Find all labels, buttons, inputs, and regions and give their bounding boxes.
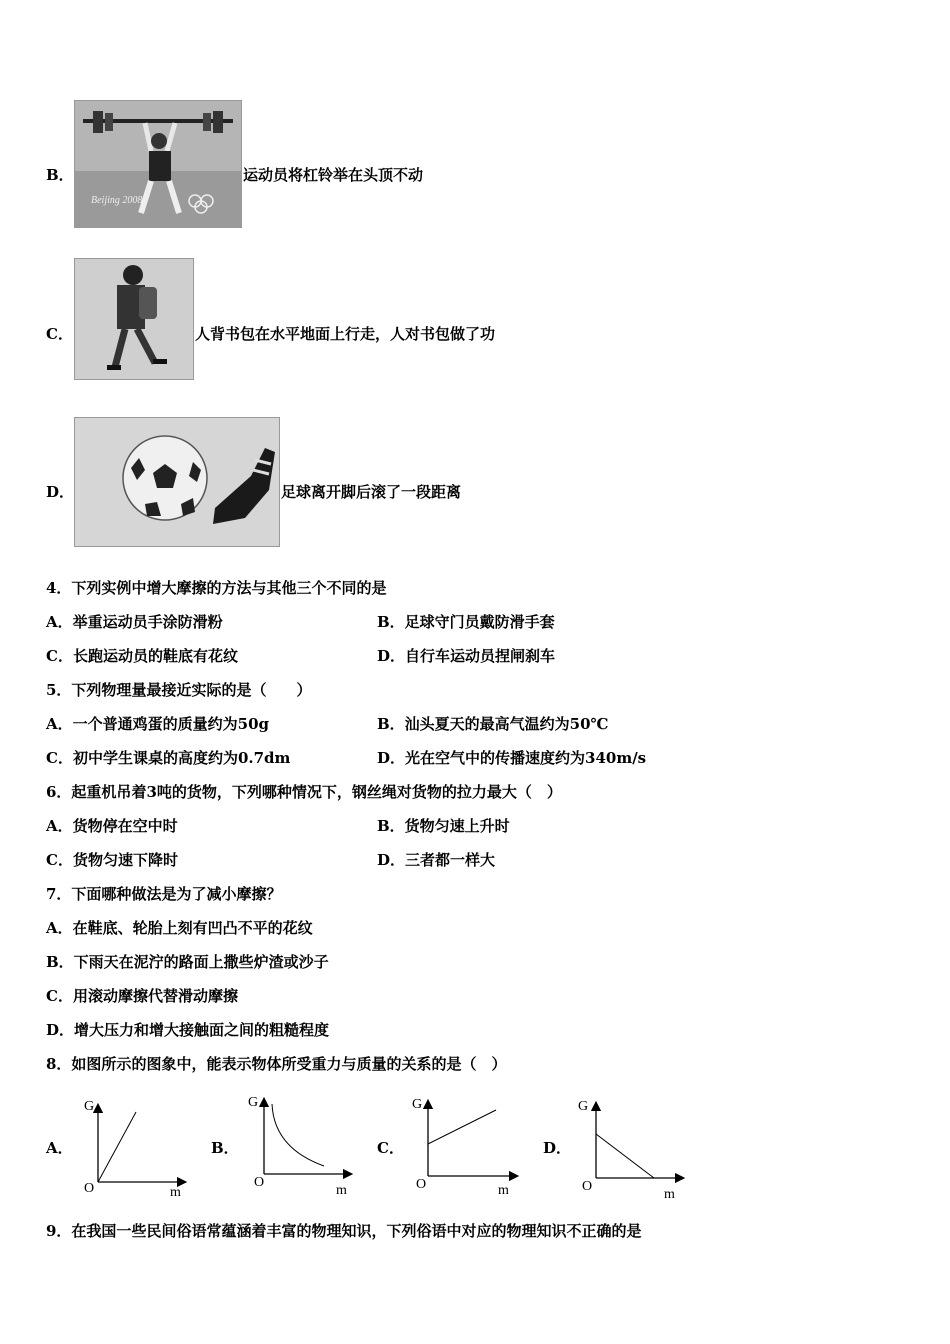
graph-b [244, 1090, 356, 1198]
graph-line [428, 1110, 496, 1144]
graph-b-letter: B． [211, 1139, 239, 1157]
graph-c-letter: C． [377, 1139, 404, 1157]
weightlifter-photo [74, 100, 242, 228]
student-backpack-photo [74, 258, 194, 380]
x-label: m [170, 1185, 181, 1200]
question-6-option-c: C．货物匀速下降时 [46, 851, 178, 869]
graph-line [98, 1112, 136, 1182]
question-9-stem: 9．在我国一些民间俗语常蕴涵着丰富的物理知识，下列俗语中对应的物理知识不正确的是 [46, 1222, 642, 1240]
question-5-option-d: D．光在空气中的传播速度约为340m/s [377, 749, 647, 767]
origin-label: O [254, 1175, 265, 1190]
question-6-option-d: D．三者都一样大 [377, 851, 496, 869]
question-4-option-d: D．自行车运动员捏闸刹车 [377, 647, 556, 665]
question-7-option-b: B．下雨天在泥泞的路面上撒些炉渣或沙子 [46, 953, 329, 971]
origin-label: O [582, 1179, 593, 1194]
x-label: m [498, 1183, 509, 1198]
question-6-option-b: B．货物匀速上升时 [377, 817, 510, 835]
soccer-ball-photo [74, 417, 280, 547]
question-7-option-d: D．增大压力和增大接触面之间的粗糙程度 [46, 1021, 330, 1039]
graph-c [408, 1092, 520, 1200]
x-label: m [336, 1183, 347, 1198]
graph-d [574, 1094, 686, 1202]
question-4-option-a: A．举重运动员手涂防滑粉 [46, 613, 223, 631]
question-7-option-a: A．在鞋底、轮胎上刻有凹凸不平的花纹 [46, 919, 313, 937]
graph-curve [272, 1104, 324, 1166]
origin-label: O [84, 1181, 95, 1196]
origin-label: O [416, 1177, 427, 1192]
question-7-option-c: C．用滚动摩擦代替滑动摩擦 [46, 987, 238, 1005]
question-6-stem: 6．起重机吊着3吨的货物，下列哪种情况下，钢丝绳对货物的拉力最大（ ） [46, 783, 562, 801]
option-d-letter: D． [46, 483, 75, 501]
question-5-option-b: B．汕头夏天的最高气温约为50℃ [377, 715, 609, 733]
graph-line [596, 1134, 654, 1178]
question-5-option-c: C．初中学生课桌的高度约为0.7dm [46, 749, 291, 767]
weightlifter-illustration [75, 101, 241, 227]
question-4-stem: 4．下列实例中增大摩擦的方法与其他三个不同的是 [46, 579, 387, 597]
question-4-option-b: B．足球守门员戴防滑手套 [377, 613, 555, 631]
graph-a-letter: A． [46, 1139, 73, 1157]
question-8-stem: 8．如图所示的图象中，能表示物体所受重力与质量的关系的是（ ） [46, 1055, 507, 1073]
question-4-option-c: C．长跑运动员的鞋底有花纹 [46, 647, 238, 665]
option-c-text: 人背书包在水平地面上行走，人对书包做了功 [195, 325, 496, 343]
y-label: G [412, 1097, 423, 1112]
x-label: m [664, 1187, 675, 1202]
y-label: G [578, 1099, 589, 1114]
question-7-stem: 7．下面哪种做法是为了减小摩擦？ [46, 885, 282, 903]
photo-caption: Beijing 2008 [91, 195, 143, 206]
question-5-option-a: A．一个普通鸡蛋的质量约为50g [46, 715, 270, 733]
graph-d-letter: D． [543, 1139, 572, 1157]
student-backpack-illustration [75, 259, 193, 379]
question-6-option-a: A．货物停在空中时 [46, 817, 178, 835]
option-c-letter: C． [46, 325, 73, 343]
question-5-stem: 5．下列物理量最接近实际的是（ ） [46, 681, 312, 699]
y-label: G [84, 1099, 95, 1114]
option-b-text: 运动员将杠铃举在头顶不动 [243, 166, 424, 184]
y-label: G [248, 1095, 259, 1110]
option-d-text: 足球离开脚后滚了一段距离 [281, 483, 462, 501]
soccer-ball-illustration [75, 418, 279, 546]
option-b-letter: B． [46, 166, 74, 184]
graph-a [78, 1094, 190, 1202]
